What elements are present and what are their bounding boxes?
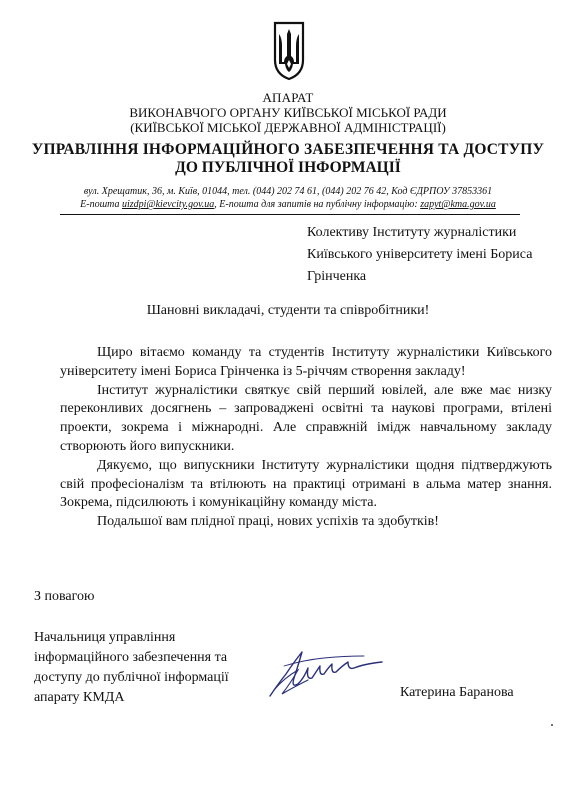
org-line-2: ВИКОНАВЧОГО ОРГАНУ КИЇВСЬКОЇ МІСЬКОЇ РАДИ: [129, 105, 447, 120]
signer-name: Катерина Баранова: [400, 685, 514, 700]
position-line-2: інформаційного забезпечення та: [34, 650, 228, 665]
letter-closing: З повагою: [34, 589, 95, 604]
org-line-3: (КИЇВСЬКОЇ МІСЬКОЇ ДЕРЖАВНОЇ АДМІНІСТРАЦІЇ): [130, 120, 446, 135]
addressee-line-2: Київського університету імені Бориса: [307, 247, 533, 262]
stray-mark: [551, 724, 553, 726]
org-line-1: АПАРАТ: [262, 90, 314, 105]
email-link-main[interactable]: uizdpi@kievcity.gov.ua: [121, 199, 215, 210]
position-line-3: доступу до публічної інформації: [34, 670, 229, 685]
position-line-4: апарату КМДА: [34, 690, 125, 705]
email-link-requests[interactable]: zapyt@kma.gov.ua: [420, 199, 496, 210]
contact-address-line: вул. Хрещатик, 36, м. Київ, 01044, тел. (044) 202 74 61, (044) 202 76 42, Код ЄДРПОУ 37853361: [83, 186, 493, 197]
header-divider: [60, 214, 520, 215]
contact-email-line: [0, 198, 576, 211]
email-middle-text: , E-пошта для запитів на публічну інформацію:: [214, 199, 421, 210]
handwritten-signature: [264, 644, 390, 704]
department-title-line-1: УПРАВЛІННЯ ІНФОРМАЦІЙНОГО ЗАБЕЗПЕЧЕННЯ ТА ДОСТУПУ: [31, 141, 545, 158]
position-line-1: Начальниця управління: [34, 630, 176, 645]
body-paragraph-1: Щиро вітаємо команду та студентів Інституту журналістики Київського університету імені Бориса Грінченка із 5-річчям створення закладу!: [60, 345, 552, 379]
body-paragraph-3: Дякуємо, що випускники Інституту журналістики щодня підтверджують свій професіоналізм та втілюють на практиці отримані в альма матер знання. Зокрема, підсилюють і комунікаційну команду міста.: [60, 457, 552, 511]
body-paragraph-4: Подальшої вам плідної праці, нових успіхів та здобутків!: [97, 514, 439, 530]
coat-of-arms-icon: [272, 20, 306, 82]
addressee-block: [307, 222, 557, 288]
body-paragraph-2: Інститут журналістики святкує свій перший ювілей, але вже має низку переконливих досягнень – запроваджені освітні та наукові програми, втілені проекти, зокрема і міжнародні. Але справжній імідж навчальному закладу створюють його випускники.: [60, 382, 552, 454]
letter-body: [60, 344, 552, 532]
addressee-line-3: Грінченка: [307, 269, 367, 284]
signer-position: [34, 628, 264, 708]
department-title-line-2: ДО ПУБЛІЧНОЇ ІНФОРМАЦІЇ: [175, 159, 401, 176]
email-prefix: E-пошта: [80, 199, 122, 210]
letter-greeting: Шановні викладачі, студенти та співробітники!: [146, 303, 430, 318]
addressee-line-1: Колективу Інституту журналістики: [307, 225, 517, 240]
